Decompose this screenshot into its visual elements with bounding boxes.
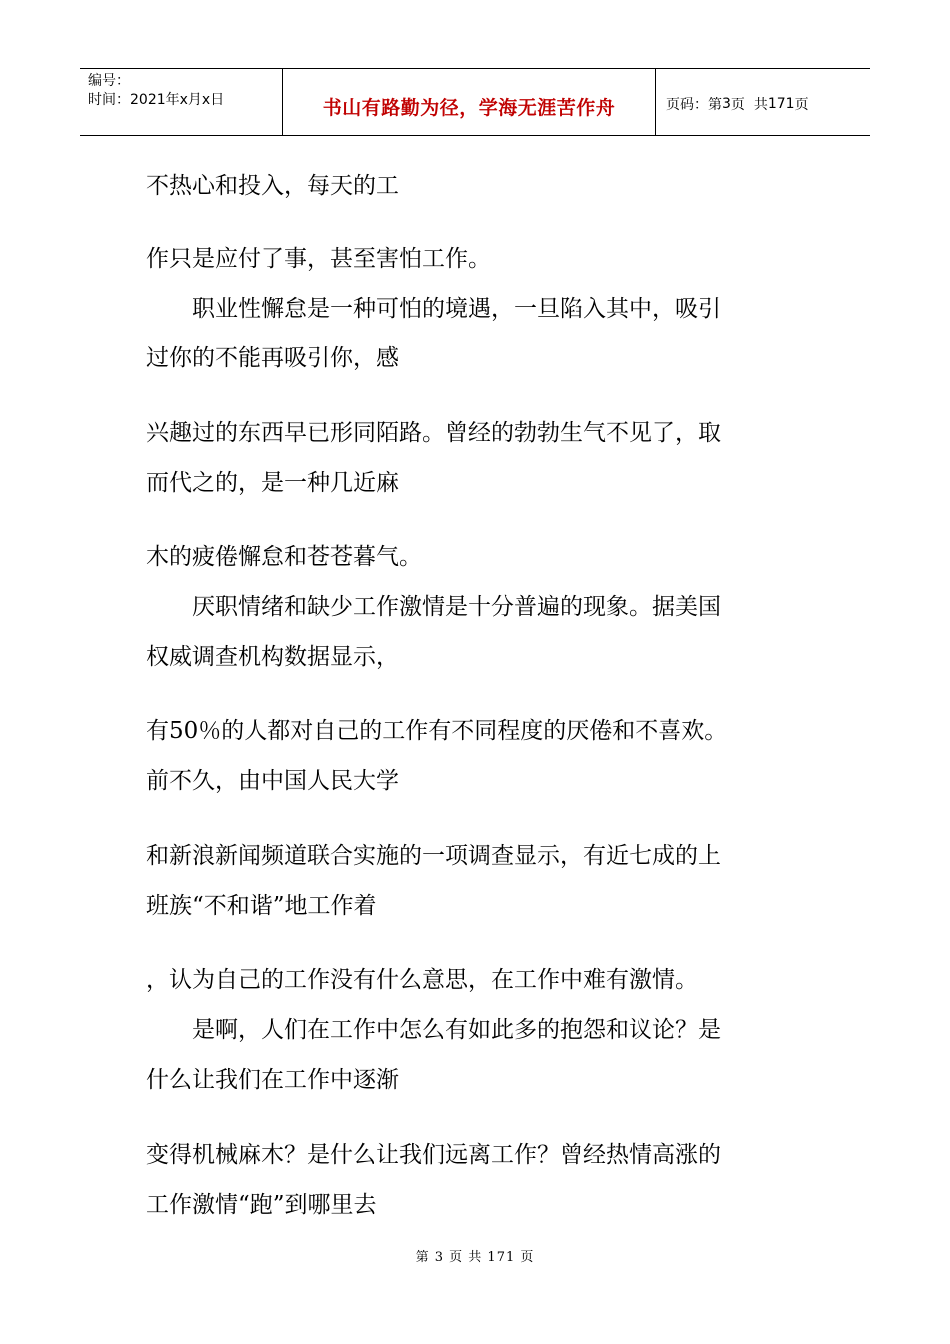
body-line: 过你的不能再吸引你，感: [146, 345, 399, 371]
page-current: 3: [722, 96, 731, 112]
header-meta: [80, 69, 283, 135]
header-motto: 书山有路勤为径，学海无涯苦作舟: [322, 96, 616, 119]
body-line: 变得机械麻木？是什么让我们远离工作？曾经热情高涨的: [146, 1142, 721, 1168]
header-motto-cell: [283, 69, 656, 135]
body-line: ，认为自己的工作没有什么意思，在工作中难有激情。: [146, 967, 698, 993]
body-line: 和新浪新闻频道联合实施的一项调查显示，有近七成的上: [146, 843, 721, 869]
page-middle: 页 共: [730, 97, 768, 113]
body-line: 不热心和投入，每天的工: [146, 173, 399, 199]
page-total: 171: [767, 96, 795, 112]
body-line: 班族“不和谐”地工作着: [146, 893, 377, 919]
body-line: 而代之的，是一种几近麻: [146, 470, 399, 496]
page-suffix: 页: [794, 97, 809, 113]
body-line: 作只是应付了事，甚至害怕工作。: [146, 246, 491, 272]
body-line: 厌职情绪和缺少工作激情是十分普遍的现象。据美国: [146, 594, 721, 620]
body-line: 工作激情“跑”到哪里去: [146, 1192, 377, 1218]
body-line: 前不久，由中国人民大学: [146, 768, 399, 794]
document-number-label: 编号：: [88, 73, 130, 89]
page-header: [80, 68, 870, 136]
header-page-info: [656, 71, 870, 137]
page-footer: 第 3 页 共 171 页: [415, 1250, 535, 1265]
body-line: 权威调查机构数据显示，: [146, 644, 399, 670]
body-line: 是啊，人们在工作中怎么有如此多的抱怨和议论？是: [146, 1017, 721, 1043]
body-line: 木的疲倦懈怠和苍苍暮气。: [146, 544, 422, 570]
body-line: 兴趣过的东西早已形同陌路。曾经的勃勃生气不见了，取: [146, 420, 721, 446]
page-prefix: 页码：第: [666, 97, 722, 113]
body-line: 有50％的人都对自己的工作有不同程度的厌倦和不喜欢。: [146, 718, 728, 744]
body-line: 什么让我们在工作中逐渐: [146, 1067, 399, 1093]
body-line: 职业性懈怠是一种可怕的境遇，一旦陷入其中，吸引: [146, 296, 721, 322]
document-date-label: 时间：2021年x月x日: [88, 92, 225, 108]
